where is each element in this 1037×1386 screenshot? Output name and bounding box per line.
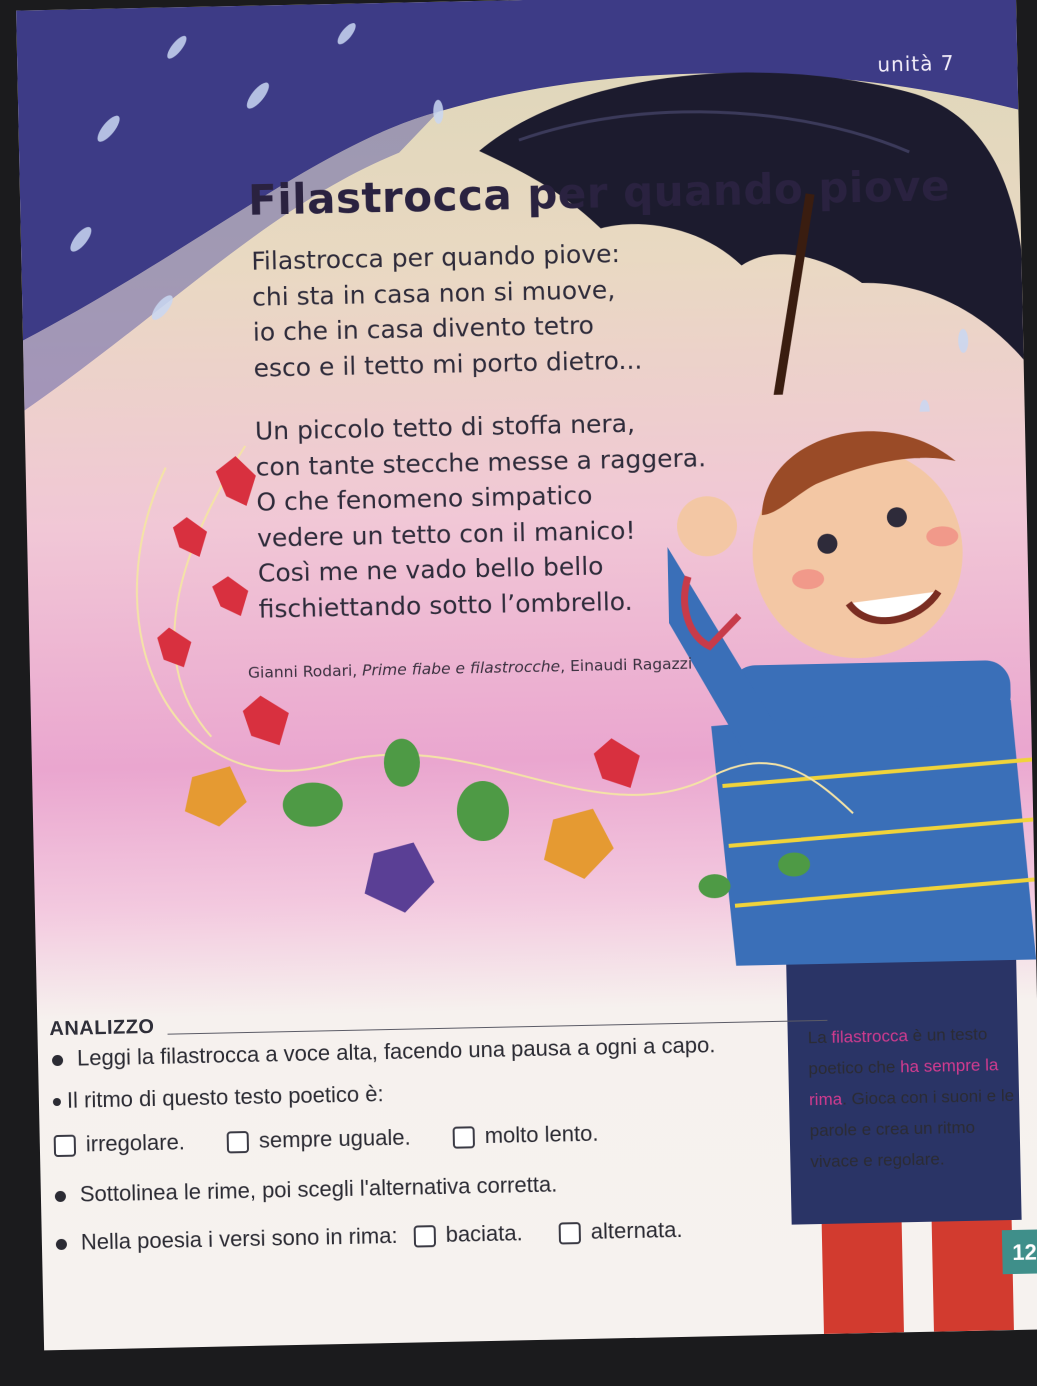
verse-line: con tante stecche messe a raggera. <box>255 442 707 482</box>
credit-book: Prime fiabe e filastrocche <box>361 657 561 680</box>
checkbox-alternata[interactable] <box>559 1222 581 1244</box>
verse-line: Un piccolo tetto di stoffa nera, <box>254 408 636 446</box>
note-highlight: filastrocca <box>831 1026 909 1047</box>
verse-line: Così me ne vado bello bello <box>257 551 604 588</box>
option-label: molto lento. <box>484 1120 599 1149</box>
bullet-icon <box>55 1191 66 1202</box>
textbook-page <box>16 0 1037 1350</box>
checkbox-baciata[interactable] <box>413 1225 435 1247</box>
checkbox-irregolare[interactable] <box>54 1135 76 1157</box>
poem-title: Filastrocca per quando piove <box>247 161 951 225</box>
verse-line: fischiettando sotto l’ombrello. <box>258 586 633 624</box>
verse-line: chi sta in casa non si muove, <box>251 274 616 312</box>
verse-line: esco e il tetto mi porto dietro... <box>253 345 643 383</box>
page-number: 12 <box>1002 1229 1037 1274</box>
exercise-text: Sottolinea le rime, poi scegli l'alternativa corretta. <box>79 1171 558 1207</box>
exercise-item-2 <box>53 1081 384 1114</box>
bullet-icon <box>52 1055 63 1066</box>
checkbox-sempre-uguale[interactable] <box>227 1131 249 1153</box>
credit-publisher: , Einaudi Ragazzi <box>559 654 693 676</box>
exercise-text: Leggi la filastrocca a voce alta, facendo una pausa a ogni a capo. <box>76 1032 716 1071</box>
verse-line: Filastrocca per quando piove: <box>251 239 621 276</box>
exercise-text: Il ritmo di questo testo poetico è: <box>66 1081 384 1113</box>
option-label: sempre uguale. <box>258 1124 411 1153</box>
note-text: . Gioca con i suoni e le parole e crea un ritmo vivace e regolare. <box>809 1085 1015 1172</box>
note-text: La <box>807 1027 832 1048</box>
poem-stanza-2 <box>255 404 710 626</box>
exercise-text: Nella poesia i versi sono in rima: <box>80 1222 398 1255</box>
option-label: alternata. <box>590 1216 683 1244</box>
bullet-icon <box>53 1098 61 1106</box>
verse-line: vedere un tetto con il manico! <box>256 515 636 553</box>
analysis-heading: ANALIZZO <box>49 1015 155 1041</box>
credit-author: Gianni Rodari, <box>247 661 363 682</box>
verse-line: io che in casa divento tetro <box>252 310 595 347</box>
exercise-item-4 <box>56 1217 683 1256</box>
checkbox-molto-lento[interactable] <box>453 1126 475 1148</box>
note-text: è un testo poetico che <box>808 1024 988 1079</box>
exercise-item-3 <box>55 1172 558 1209</box>
definition-note <box>807 1018 1020 1177</box>
option-label: irregolare. <box>85 1129 186 1157</box>
verse-line: O che fenomeno simpatico <box>256 480 593 517</box>
unit-label: unità 7 <box>877 50 955 77</box>
poem-stanza-1 <box>251 236 643 386</box>
option-label: baciata. <box>445 1220 523 1247</box>
rhythm-options <box>54 1121 599 1158</box>
note-highlight: ha sempre la rima <box>808 1055 999 1110</box>
bullet-icon <box>56 1239 67 1250</box>
